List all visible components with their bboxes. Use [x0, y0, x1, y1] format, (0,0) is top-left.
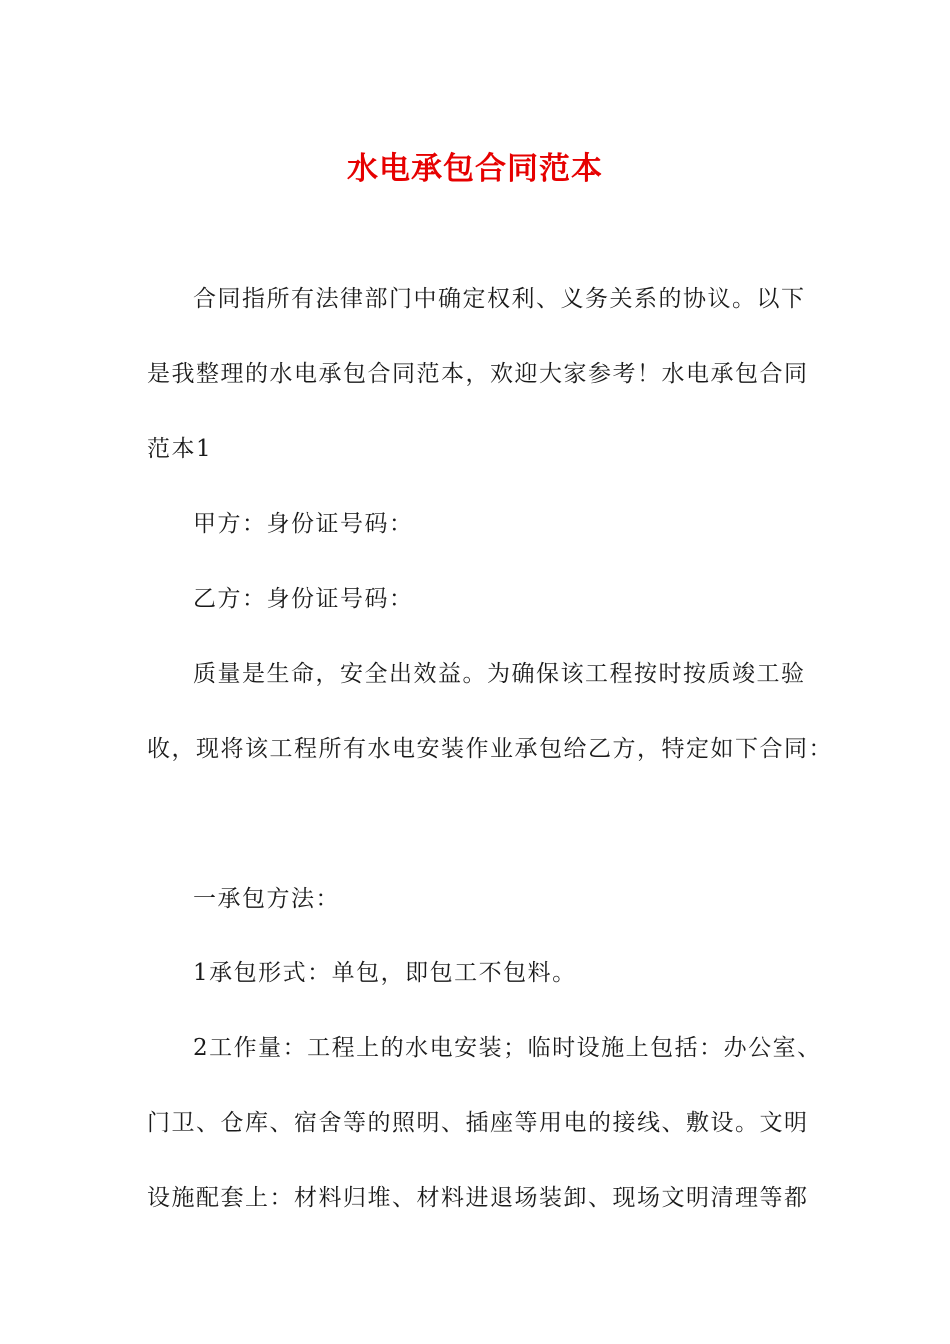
- party-a-line: 甲方：身份证号码：: [193, 511, 414, 537]
- paragraph-line: 合同指所有法律部门中确定权利、义务关系的协议。以下: [193, 286, 806, 312]
- clause-line: 1承包形式：单包，即包工不包料。: [193, 960, 577, 986]
- paragraph-line: 质量是生命，安全出效益。为确保该工程按时按质竣工验: [193, 661, 806, 687]
- clause-line: 设施配套上：材料归堆、材料进退场装卸、现场文明清理等都: [147, 1185, 809, 1211]
- section-heading: 一承包方法：: [193, 886, 340, 912]
- party-b-line: 乙方：身份证号码：: [193, 586, 414, 612]
- clause-line: 2工作量：工程上的水电安装；临时设施上包括：办公室、: [193, 1035, 822, 1061]
- clause-line: 门卫、仓库、宿舍等的照明、插座等用电的接线、敷设。文明: [147, 1110, 809, 1136]
- paragraph-line: 是我整理的水电承包合同范本，欢迎大家参考！水电承包合同: [147, 361, 809, 387]
- document-title: 水电承包合同范本: [347, 151, 603, 187]
- paragraph-line: 收，现将该工程所有水电安装作业承包给乙方，特定如下合同：: [147, 736, 833, 762]
- paragraph-line: 范本1: [147, 436, 213, 462]
